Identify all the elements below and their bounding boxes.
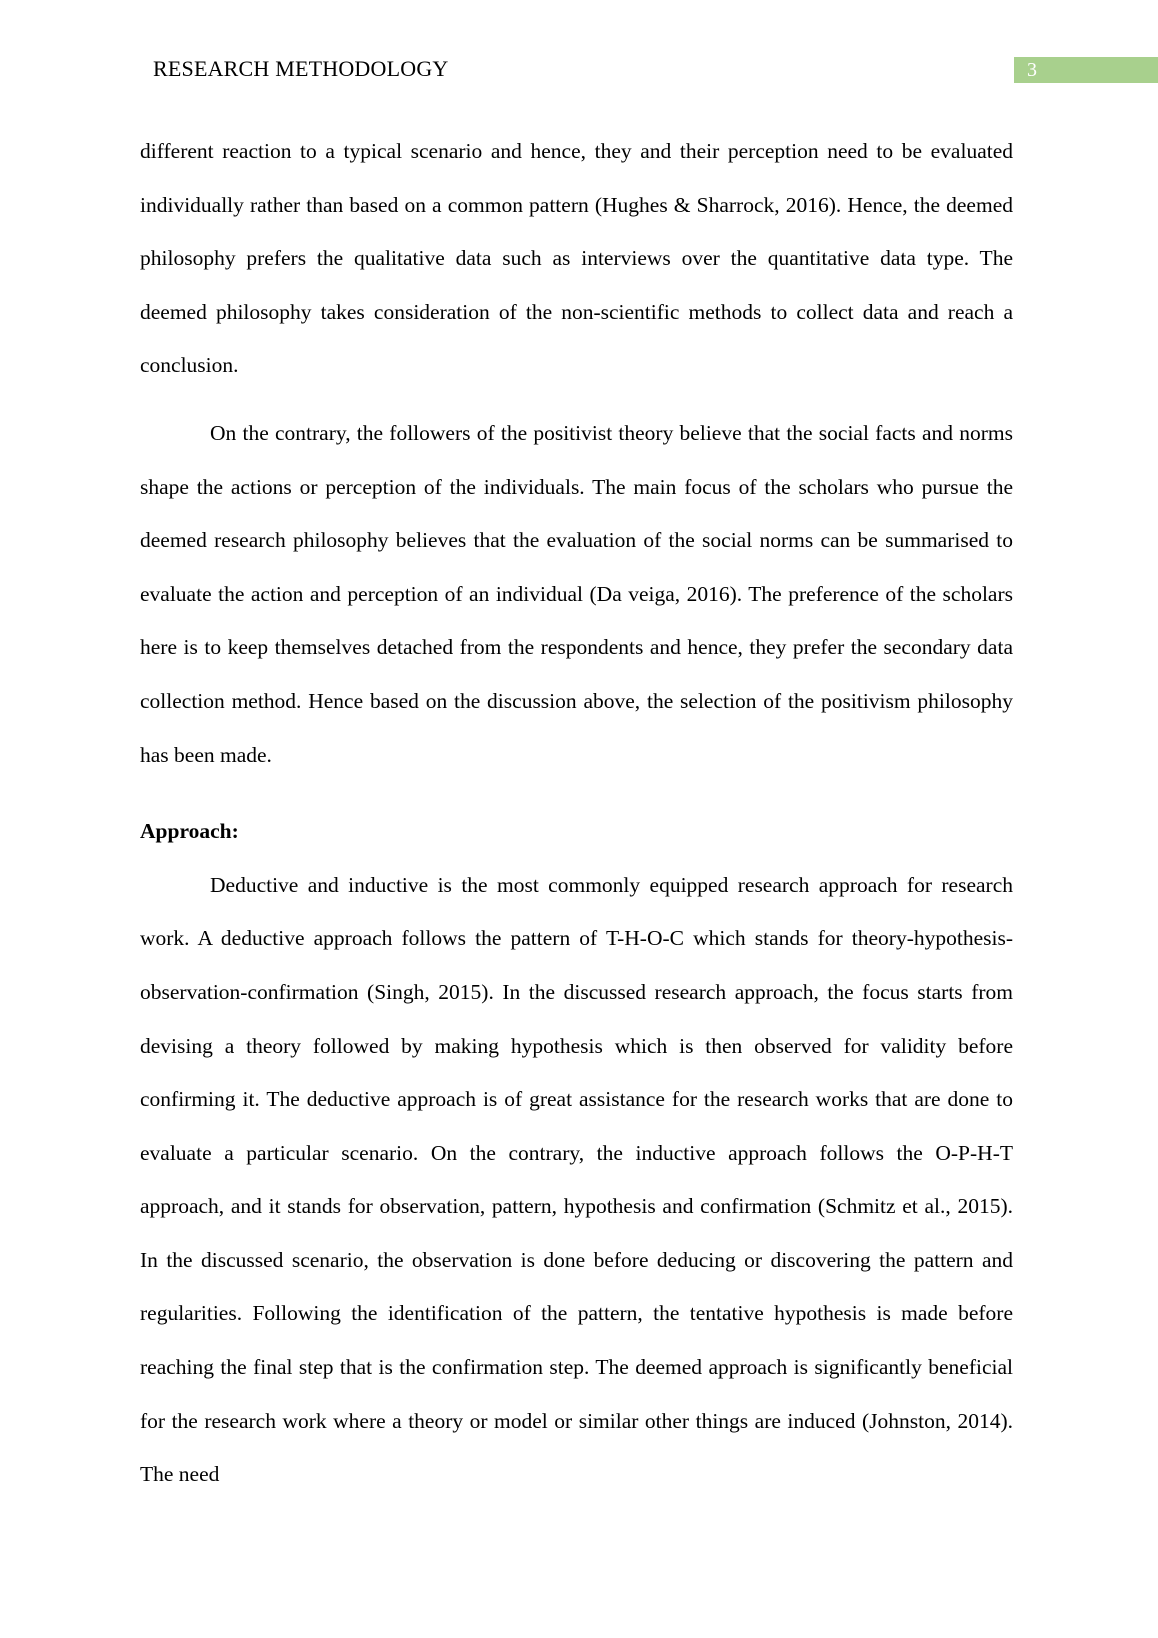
body-paragraph-2: On the contrary, the followers of the positivist theory believe that the social facts and norms shape the actions or perception of the individuals. The main focus of the scholars who pursue the deemed research philosophy believes that the evaluation of the social norms can be summarised to evaluate the action and perception of an individual (Da veiga, 2016). The preference of the scholars here is to keep themselves detached from the respondents and hence, they prefer the secondary data collection method. Hence based on the discussion above, the selection of the positivism philosophy has been made. <box>140 420 1013 767</box>
body-paragraph-3: Deductive and inductive is the most commonly equipped research approach for research work. A deductive approach follows the pattern of T-H-O-C which stands for theory-hypothesis-observation-confirmation (Singh, 2015). In the discussed research approach, the focus starts from devising a theory followed by making hypothesis which is then observed for validity before confirming it. The deductive approach is of great assistance for the research works that are done to evaluate a particular scenario. On the contrary, the inductive approach follows the O-P-H-T approach, and it stands for observation, pattern, hypothesis and confirmation (Schmitz et al., 2015). In the discussed scenario, the observation is done before deducing or discovering the pattern and regularities. Following the identification of the pattern, the tentative hypothesis is made before reaching the final step that is the confirmation step. The deemed approach is significantly beneficial for the research work where a theory or model or similar other things are induced (Johnston, 2014). The need <box>140 872 1013 1487</box>
running-head-title: RESEARCH METHODOLOGY <box>153 56 449 81</box>
body-paragraph-1: different reaction to a typical scenario and hence, they and their perception need to be evaluated individually rather than based on a common pattern (Hughes & Sharrock, 2016). Hence, the deemed philosophy prefers the qualitative data such as interviews over the quantitative data type. The deemed philosophy takes consideration of the non-scientific methods to collect data and reach a conclusion. <box>140 139 1013 378</box>
page-number: 3 <box>1027 59 1037 81</box>
section-heading-approach: Approach: <box>140 819 239 844</box>
page-number-box <box>1014 57 1158 83</box>
document-body <box>140 125 1013 1502</box>
